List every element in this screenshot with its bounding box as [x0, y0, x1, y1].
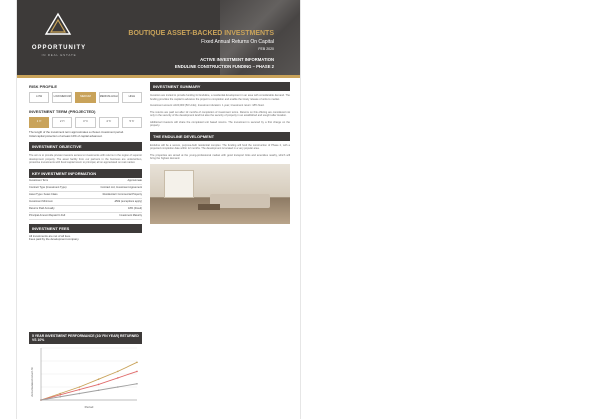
key-info-key: Returns Paid Annually: [29, 207, 55, 211]
fees-line-1: All investments are net of all fees.: [29, 233, 71, 238]
risk-option: LOW: [29, 92, 49, 103]
development-heading: THE ENDULINE DEVELOPMENT: [150, 132, 290, 141]
chart-point: [59, 396, 61, 398]
document-page: [17, 0, 300, 419]
key-info-row: [29, 192, 142, 199]
term-option: 2 Yr: [52, 117, 72, 128]
term-option: 5 Yr: [122, 117, 142, 128]
chart-point: [98, 378, 100, 380]
chart-xlabel: Period: [84, 405, 94, 409]
objective-text: The aim is to provide private investors access to investments with returns in the region of superior development property. The asset facility from our partners in the business are underwritten, protective investments with fixed capital return to principal, all on appreciated on real market.: [29, 154, 142, 165]
key-info-value: Approximate: [127, 179, 142, 183]
chart-ylabel: Accumulated return %: [30, 367, 34, 397]
chart-point: [136, 371, 138, 373]
summary-paragraph-3: The returns are paid out after 12 months of completion of investment terms. Returns on this offering are considered not only in the security of the development land but also the security of property in an established and sought after location.: [150, 110, 290, 117]
photo-table: [198, 204, 220, 210]
key-info-row: [29, 199, 142, 206]
key-info-row: [29, 185, 142, 192]
risk-option: HIGH: [122, 92, 142, 103]
chart-point: [98, 384, 100, 386]
key-info-value: Investment Maturity: [119, 214, 142, 218]
chart-point: [136, 383, 138, 385]
chart-point: [40, 399, 42, 401]
fees-line-2: Fees paid by the development company.: [29, 237, 80, 242]
page-title: BOUTIQUE ASSET-BACKED INVESTMENTS: [128, 30, 274, 37]
fees-heading: INVESTMENT FEES: [29, 224, 142, 233]
chart-point: [79, 386, 81, 388]
summary-paragraph-4: Additional investors will share the completed unit based returns. The investment is secured by a first charge on the property.: [150, 120, 290, 127]
key-info-key: Investment Term: [29, 179, 49, 183]
chart-series-line: [41, 384, 137, 400]
chart-point: [79, 389, 81, 391]
objective-heading: INVESTMENT OBJECTIVE: [29, 142, 142, 151]
chart-point: [98, 389, 100, 391]
summary-paragraph-1: Investors are invited to provide funding for Enduline, a residential development in an area with considerable demand. The funding provides the capital to advance the project to completion and enable the timely release of units to market.: [150, 94, 290, 101]
header-line-1: ACTIVE INVESTMENT INFORMATION: [200, 57, 274, 62]
risk-option: LOW-MEDIUM: [52, 92, 72, 103]
chart-title: 5 YEAR INVESTMENT PERFORMANCE (10/ FIN YEAR) RETURNED VS 10%: [29, 332, 142, 344]
logo-icon: [44, 12, 72, 36]
term-note-1: The length of the investment term approximates a chosen investment period.: [29, 130, 124, 134]
key-info-key: Investment Minimum: [29, 200, 53, 204]
key-info-row: [29, 206, 142, 213]
logo-text: OPPORTUNITY: [31, 45, 87, 51]
header-accent-strip: [17, 75, 300, 78]
summary-heading: INVESTMENT SUMMARY: [150, 82, 290, 91]
development-paragraph-2: The properties are aimed at the young-professional market with good transport links and amenities nearby, which will bring the highest demand.: [150, 153, 290, 160]
term-option-selected: 1 Yr: [29, 117, 49, 128]
chart-point: [117, 386, 119, 388]
term-label: INVESTMENT TERM (PROJECTED): [29, 109, 96, 114]
page-header: [17, 0, 300, 75]
term-option: 3 Yr: [75, 117, 95, 128]
risk-option: MEDIUM-HIGH: [99, 92, 119, 103]
key-info-heading: KEY INVESTMENT INFORMATION: [29, 169, 142, 178]
chart-point: [136, 362, 138, 364]
term-note-2: Initial capital protection of at least 10% of capital advanced.: [29, 133, 103, 138]
risk-profile-label: RISK PROFILE: [29, 84, 58, 89]
chart-plot: [29, 344, 142, 410]
chart-point: [59, 394, 61, 396]
interior-photo: [150, 164, 290, 224]
key-info-value: Contract Ltd, Investment Agreement: [100, 186, 142, 190]
risk-option-selected: MEDIUM: [75, 92, 95, 103]
key-info-key: Asset Type / Asset Class: [29, 193, 58, 197]
key-info-value: 18% (Fixed): [128, 207, 142, 211]
key-info-value: £50k (exceptions apply): [114, 200, 142, 204]
term-option: 4 Yr: [99, 117, 119, 128]
chart-series-line: [41, 371, 137, 400]
page-subtitle: Fixed Annual Returns On Capital: [201, 39, 274, 45]
key-info-value: Residential / Commercial Property: [102, 193, 142, 197]
chart-point: [117, 377, 119, 379]
header-line-2: ENDULINE CONSTRUCTION FUNDING – PHASE 2: [174, 64, 274, 69]
risk-options: [29, 92, 142, 103]
left-column: [29, 82, 142, 242]
summary-paragraph-2: Investment amount: £100,000 (50 Units); Investment duration: 1 year; Investment return: 18% fixed.: [150, 104, 265, 107]
chart-point: [79, 393, 81, 395]
key-info-table: [29, 178, 142, 220]
term-options: [29, 117, 142, 128]
right-column: [150, 82, 290, 224]
key-info-key: Principal Amount Repaid In Full: [29, 214, 66, 218]
logo-subtext: IN REAL ESTATE: [41, 53, 77, 57]
key-info-row: [29, 178, 142, 185]
development-paragraph-1: Enduline will be a secure, purpose-built residential complex. The funding will fund the construction of Phase 2, with a projected completion date within 12 months. The development is located in a very popular area.: [150, 143, 290, 150]
chart-series-line: [41, 362, 137, 400]
chart-point: [117, 371, 119, 373]
key-info-key: Contract Type (Investment Type): [29, 186, 67, 190]
performance-chart: [29, 332, 142, 412]
photo-window: [164, 170, 194, 198]
page-date: FEB 2020: [258, 47, 274, 51]
key-info-row: [29, 213, 142, 220]
